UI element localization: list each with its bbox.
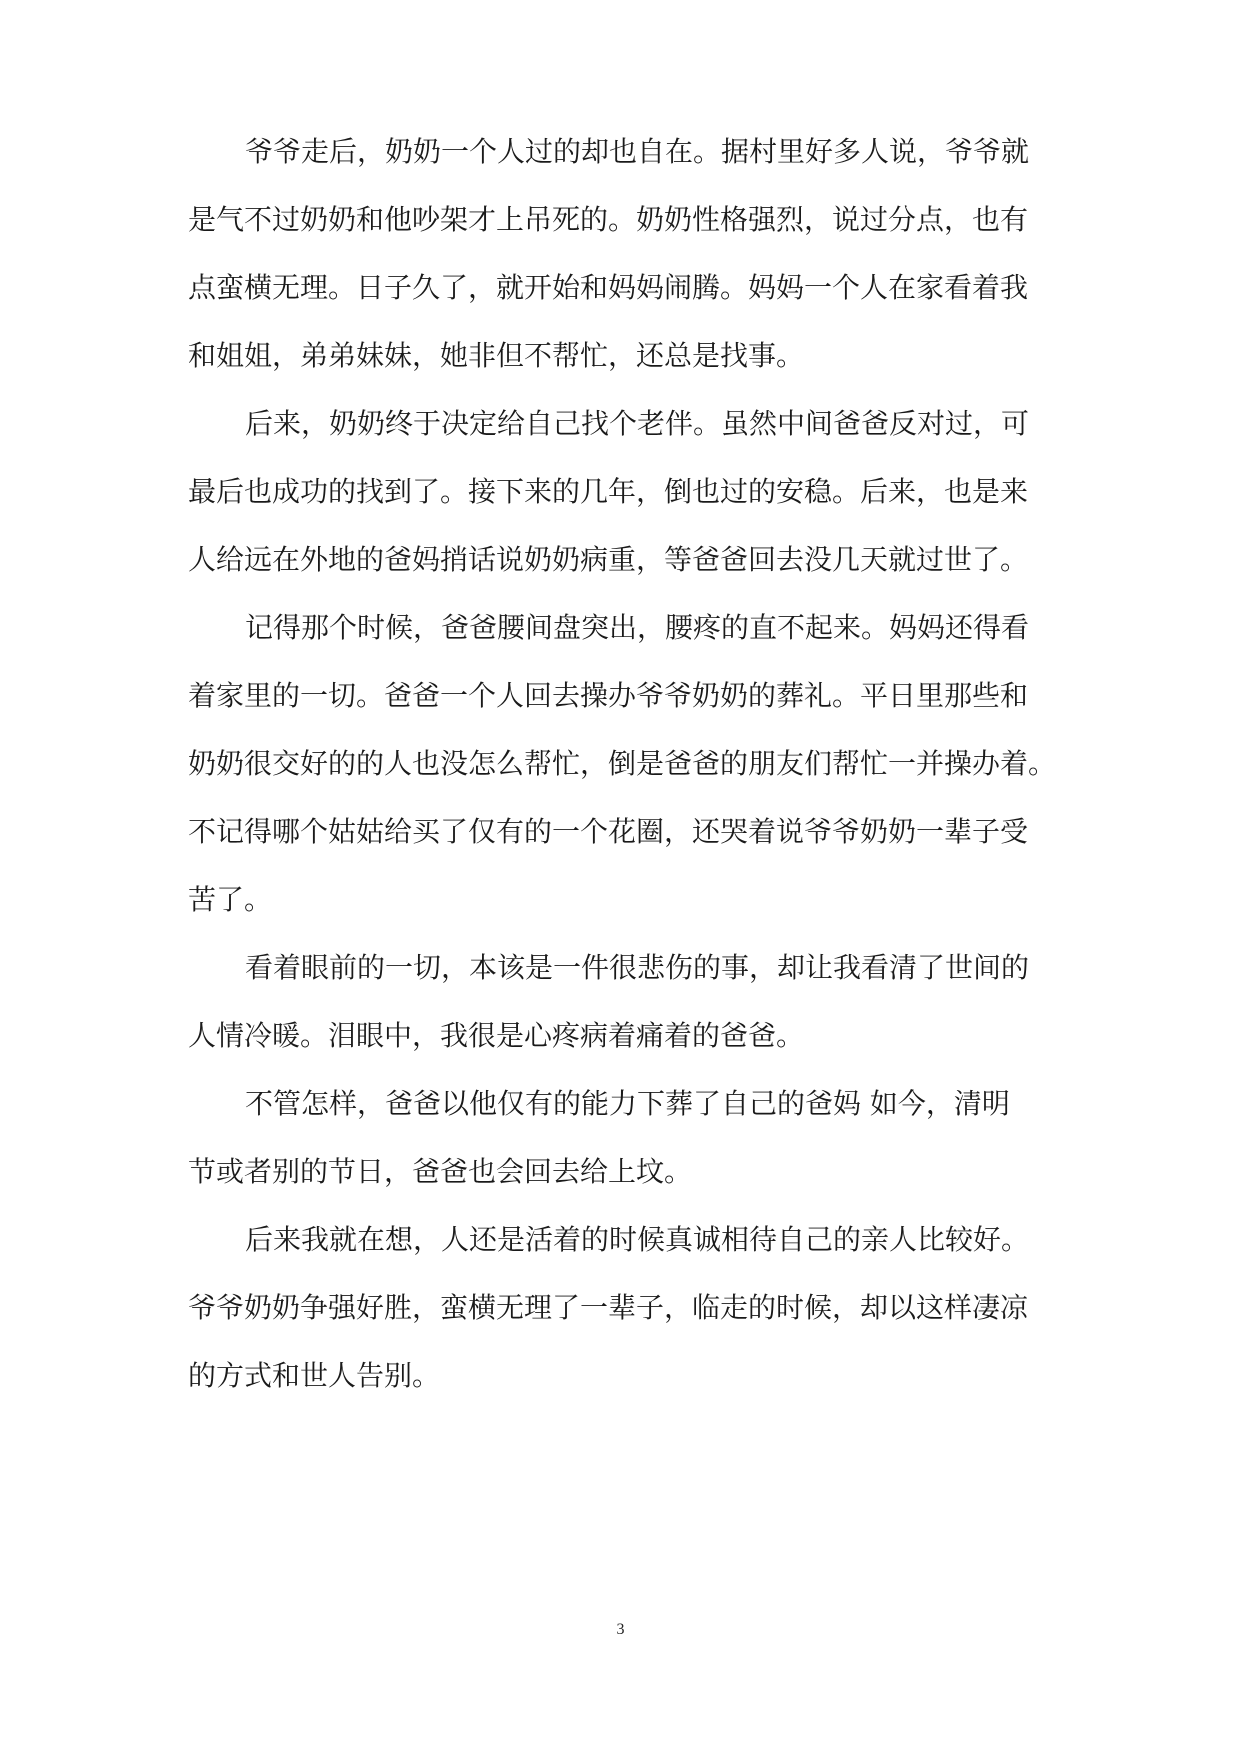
paragraph-2-line-2: 最后也成功的找到了。接下来的几年，倒也过的安稳。后来，也是来 <box>188 475 1029 508</box>
paragraph-5-line-1: 不管怎样，爸爸以他仅有的能力下葬了自己的爸妈 如今，清明 <box>245 1087 1010 1120</box>
paragraph-4-line-1: 看着眼前的一切，本该是一件很悲伤的事，却让我看清了世间的 <box>245 951 1030 984</box>
paragraph-3-line-3: 奶奶很交好的的人也没怎么帮忙，倒是爸爸的朋友们帮忙一并操办着。 <box>188 747 1057 780</box>
paragraph-1-line-3: 点蛮横无理。日子久了，就开始和妈妈闹腾。妈妈一个人在家看着我 <box>188 271 1029 304</box>
paragraph-3-line-4: 不记得哪个姑姑给买了仅有的一个花圈，还哭着说爷爷奶奶一辈子受 <box>188 815 1029 848</box>
paragraph-4-line-2: 人情冷暖。泪眼中，我很是心疼病着痛着的爸爸。 <box>188 1019 805 1052</box>
page-number: 3 <box>616 1621 625 1638</box>
paragraph-6-line-1: 后来我就在想，人还是活着的时候真诚相待自己的亲人比较好。 <box>245 1223 1030 1256</box>
paragraph-3-line-2: 着家里的一切。爸爸一个人回去操办爷爷奶奶的葬礼。平日里那些和 <box>188 679 1029 712</box>
paragraph-6-line-2: 爷爷奶奶争强好胜，蛮横无理了一辈子，临走的时候，却以这样凄凉 <box>188 1291 1029 1324</box>
paragraph-1-line-4: 和姐姐，弟弟妹妹，她非但不帮忙，还总是找事。 <box>188 339 805 372</box>
paragraph-1-line-1: 爷爷走后，奶奶一个人过的却也自在。据村里好多人说，爷爷就 <box>245 135 1030 168</box>
paragraph-2-line-3: 人给远在外地的爸妈捎话说奶奶病重，等爸爸回去没几天就过世了。 <box>188 543 1029 576</box>
paragraph-3-line-1: 记得那个时候，爸爸腰间盘突出，腰疼的直不起来。妈妈还得看 <box>245 611 1030 644</box>
paragraph-6-line-3: 的方式和世人告别。 <box>188 1359 441 1392</box>
paragraph-2-line-1: 后来，奶奶终于决定给自己找个老伴。虽然中间爸爸反对过，可 <box>245 407 1030 440</box>
paragraph-5-line-2: 节或者别的节日，爸爸也会回去给上坟。 <box>188 1155 693 1188</box>
paragraph-3-line-5: 苦了。 <box>188 883 273 916</box>
paragraph-1-line-2: 是气不过奶奶和他吵架才上吊死的。奶奶性格强烈，说过分点，也有 <box>188 203 1029 236</box>
